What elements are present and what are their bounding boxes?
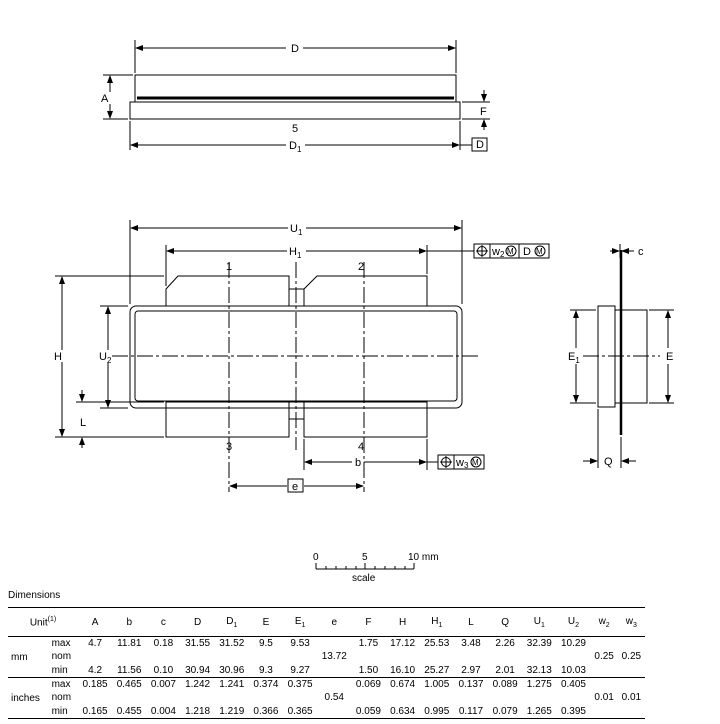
table-cell: 0.18 [153,638,174,649]
table-cell [146,691,180,704]
table-cell: 0.366 [249,704,283,719]
table-cell [386,650,420,663]
row-label: nom [51,651,72,662]
table-cell [181,691,215,704]
table-cell [454,650,488,663]
table-cell [317,678,351,692]
datum-D-label: D [476,139,484,151]
table-cell [317,637,351,651]
row-label: min [50,663,78,678]
header-col-D1: $D_1$ [215,608,249,637]
table-cell: 30.96 [215,663,249,678]
tol-m-label-1: M [507,247,514,256]
table-cell: 0.25 [621,651,642,662]
table-row [8,650,645,663]
table-cell: 0.007 [150,679,176,690]
dim-label-L: L [80,417,87,429]
header-col-E: E [249,608,283,637]
header-unit: Unit$^{(1)}$ [8,608,78,637]
pin-label-4: 4 [358,441,365,453]
unit-cell: mm [8,637,50,678]
table-cell: 0.54 [324,692,344,703]
table-cell: 0.059 [351,704,385,719]
table-cell [618,678,645,692]
table-cell [591,704,618,719]
plan-view [55,220,549,492]
table-cell: 32.13 [522,663,556,678]
table-cell [249,691,283,704]
table-cell [618,663,645,678]
table-cell [420,691,454,704]
table-cell: 32.39 [526,638,552,649]
table-row [8,678,645,692]
header-col-b: b [112,608,146,637]
table-cell: 9.53 [290,638,310,649]
table-row [8,691,645,704]
table-cell [454,691,488,704]
table-cell: 0.079 [488,704,522,719]
table-cell: 0.405 [560,679,586,690]
table-cell: 2.97 [454,663,488,678]
header-col-A: A [78,608,112,637]
scale-tick-0: 0 [313,552,319,563]
header-col-F: F [351,608,385,637]
table-cell: 0.375 [287,679,313,690]
table-cell: 0.374 [253,679,279,690]
row-label: nom [51,692,72,703]
table-cell [181,650,215,663]
row-label: min [50,704,78,719]
dimensions-header-row [8,608,645,637]
table-cell [618,637,645,651]
table-cell [386,691,420,704]
table-cell: 25.27 [420,663,454,678]
table-cell: 3.48 [461,638,481,649]
table-cell: 9.27 [283,663,317,678]
table-cell: 0.069 [355,679,381,690]
dim-label-D1: $D_1$ [289,140,302,154]
header-col-H1: $H_1$ [420,608,454,637]
table-cell: 0.455 [112,704,146,719]
table-cell [556,691,590,704]
table-cell [215,691,249,704]
header-col-c: c [146,608,180,637]
table-cell: 25.53 [424,638,450,649]
dim-label-e: e [292,481,299,493]
header-col-U1: $U_1$ [522,608,556,637]
table-row [8,637,645,651]
table-cell [591,637,618,651]
table-cell [215,650,249,663]
header-col-L: L [454,608,488,637]
table-cell: 0.674 [390,679,416,690]
table-cell: 1.75 [358,638,379,649]
table-cell: 1.242 [185,679,211,690]
scale-label: scale [352,573,376,584]
table-cell: 1.275 [526,679,552,690]
dim-label-E: E [666,351,674,363]
table-cell: 0.395 [556,704,590,719]
table-cell: 0.995 [420,704,454,719]
table-cell: 31.52 [219,638,245,649]
pin-label-3: 3 [226,441,233,453]
table-cell: 0.465 [116,679,142,690]
table-cell: 0.10 [146,663,180,678]
table-cell: 0.004 [146,704,180,719]
header-col-U2: $U_2$ [556,608,590,637]
table-cell: 1.218 [181,704,215,719]
header-col-Q: Q [488,608,522,637]
dim-label-Q: Q [604,456,613,468]
header-col-H: H [386,608,420,637]
table-cell: 16.10 [386,663,420,678]
table-cell: 30.94 [181,663,215,678]
table-cell: 0.365 [283,704,317,719]
row-label: max [51,679,71,690]
tol-w3-label: w3 [456,457,469,470]
table-cell [420,650,454,663]
scale-tick-5: 5 [362,552,368,563]
table-cell: 17.12 [390,638,416,649]
tol-w2-label: w2 [492,246,505,259]
table-cell [556,650,590,663]
pin-label-2: 2 [358,261,365,273]
table-cell: 11.56 [112,663,146,678]
table-cell: 31.55 [185,638,211,649]
table-cell: 0.185 [82,679,108,690]
table-cell: 9.3 [249,663,283,678]
table-cell [522,650,556,663]
dim-label-c: c [638,246,644,258]
table-cell [522,691,556,704]
dimensions-table [8,607,645,719]
flange [130,102,460,119]
table-cell [283,691,317,704]
table-cell: 0.01 [594,692,614,703]
table-row [8,704,645,719]
table-cell [317,663,351,678]
table-cell [591,678,618,692]
dim-label-A: A [101,93,109,105]
table-cell [283,650,317,663]
dim-label-D: D [291,43,299,55]
table-cell [591,663,618,678]
tol-m-label-2: M [536,247,543,256]
unit-cell: inches [8,678,50,719]
tol-d-label: D [523,246,531,258]
table-cell: 0.25 [594,651,614,662]
pin-label-1: 1 [226,261,233,273]
table-cell [112,650,146,663]
dim-label-H: H [54,351,62,363]
dim-label-b: b [355,457,362,469]
header-col-e: e [317,608,351,637]
table-cell [146,650,180,663]
tol-m-label-3: M [472,458,479,467]
end-view [570,244,674,468]
dim-label-U2: $U_2$ [99,351,112,365]
table-cell: 2.26 [495,638,515,649]
header-col-w2: $w_2$ [591,608,618,637]
table-cell: 1.50 [351,663,385,678]
label-5: 5 [292,123,299,135]
table-cell: 0.634 [386,704,420,719]
row-label: max [51,638,71,649]
table-cell [112,691,146,704]
table-cell [488,650,522,663]
table-cell: 0.117 [454,704,488,719]
dim-label-E1: $E_1$ [568,351,580,365]
table-cell: 0.01 [621,692,642,703]
table-cell: 1.265 [522,704,556,719]
table-cell: 10.03 [556,663,590,678]
table-cell: 0.165 [78,704,112,719]
table-cell [351,691,385,704]
table-cell [78,691,112,704]
table-cell [618,704,645,719]
scale-bar [316,563,414,569]
header-col-D: D [181,608,215,637]
table-cell [249,650,283,663]
dimensions-title: Dimensions [8,590,61,601]
table-cell: 11.81 [117,638,142,649]
table-row [8,663,645,678]
table-cell: 4.2 [78,663,112,678]
header-col-E1: $E_1$ [283,608,317,637]
table-cell: 13.72 [321,651,347,662]
table-cell: 4.7 [88,638,103,649]
scale-tick-10: 10 mm [408,552,439,563]
table-cell: 2.01 [488,663,522,678]
table-cell [488,691,522,704]
table-cell: 1.005 [424,679,450,690]
table-cell: 9.5 [258,638,273,649]
table-cell [317,704,351,719]
dim-label-U1: $U_1$ [290,223,303,237]
dim-label-F: F [480,106,487,118]
table-cell: 0.137 [458,679,484,690]
table-cell: 1.241 [219,679,245,690]
dim-label-H1: $H_1$ [289,246,302,260]
table-cell [78,650,112,663]
table-cell: 1.219 [215,704,249,719]
table-cell: 0.089 [492,679,518,690]
header-col-w3: $w_3$ [618,608,645,637]
table-cell [351,650,385,663]
table-cell: 10.29 [560,638,586,649]
